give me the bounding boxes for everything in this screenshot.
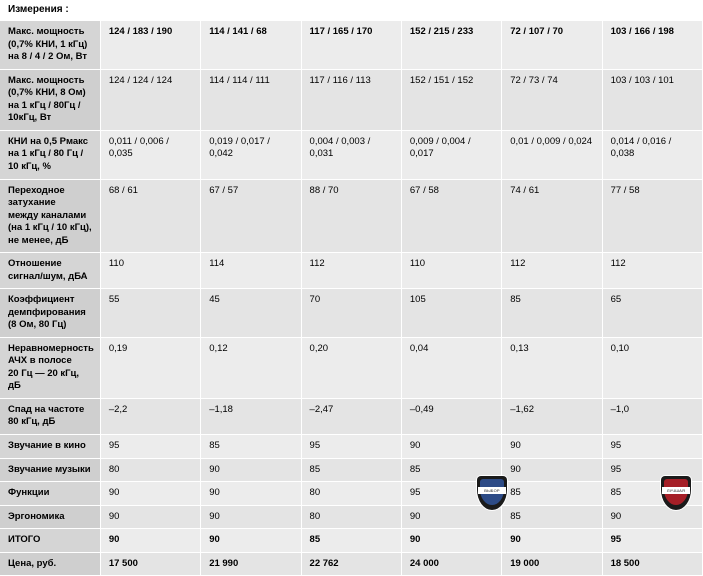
table-cell: 95 [602, 435, 702, 459]
row-label-line: сигнал/шум, дБА [8, 270, 88, 282]
table-row [0, 21, 703, 70]
table-row-total [0, 529, 703, 553]
table-header-row [0, 0, 703, 21]
table-cell: 77 / 58 [602, 179, 702, 253]
row-label: Звучание музыки [0, 458, 100, 482]
table-cell: 95 [301, 435, 401, 459]
table-cell: 90 [201, 529, 301, 553]
row-label [0, 130, 100, 179]
table-cell: 0,004 / 0,003 / 0,031 [301, 130, 401, 179]
table-cell: 90 [401, 529, 501, 553]
table-cell: 0,01 / 0,009 / 0,024 [502, 130, 602, 179]
table-cell: 80 [100, 458, 200, 482]
table-cell: 112 [602, 253, 702, 289]
row-label-line: (0,7% КНИ, 1 кГц) [8, 38, 88, 50]
table-row [0, 69, 703, 130]
table-cell: 90 [100, 482, 200, 506]
table-cell: –1,18 [201, 398, 301, 434]
table-cell: 124 / 183 / 190 [100, 21, 200, 70]
row-label-line: Макс. мощность [8, 26, 85, 38]
table-cell: 0,10 [602, 337, 702, 398]
table-cell: 95 [401, 482, 501, 506]
table-cell: 152 / 215 / 233 [401, 21, 501, 70]
row-label-line: на 8 / 4 / 2 Ом, Вт [8, 51, 88, 63]
row-label [0, 337, 100, 398]
table-cell: 90 [401, 435, 501, 459]
table-cell: 90 [602, 505, 702, 529]
row-label: Звучание в кино [0, 435, 100, 459]
table-cell: 70 [301, 289, 401, 338]
table-cell: 90 [502, 529, 602, 553]
table-row [0, 458, 703, 482]
table-row [0, 398, 703, 434]
table-cell: 67 / 58 [401, 179, 501, 253]
table-cell: 103 / 166 / 198 [602, 21, 702, 70]
row-label-line: Неравномерность [8, 342, 94, 354]
table-cell: 0,009 / 0,004 / 0,017 [401, 130, 501, 179]
page-title: Измерения : [0, 0, 703, 21]
table-row [0, 289, 703, 338]
table-cell: 21 990 [201, 552, 301, 576]
table-cell: 85 [502, 505, 602, 529]
table-cell: 90 [201, 482, 301, 506]
table-cell: 85 [301, 458, 401, 482]
table-cell: 90 [100, 529, 200, 553]
table-cell: 65 [602, 289, 702, 338]
table-cell: 0,014 / 0,016 / 0,038 [602, 130, 702, 179]
table-cell: 124 / 124 / 124 [100, 69, 200, 130]
row-label-line: Переходное затухание [8, 184, 65, 209]
table-cell: 95 [602, 529, 702, 553]
table-cell: 90 [100, 505, 200, 529]
table-row [0, 337, 703, 398]
row-label: Цена, руб. [0, 552, 100, 576]
table-cell: 0,011 / 0,006 / 0,035 [100, 130, 200, 179]
table-cell: 90 [502, 435, 602, 459]
table-cell: 88 / 70 [301, 179, 401, 253]
table-cell: 103 / 103 / 101 [602, 69, 702, 130]
badge-ribbon-label: ВЫБОР [484, 488, 500, 493]
row-label: ИТОГО [0, 529, 100, 553]
row-label-line: КНИ на 0,5 Рмакс [8, 135, 89, 147]
table-cell: 0,13 [502, 337, 602, 398]
table-cell: 114 / 141 / 68 [201, 21, 301, 70]
table-cell: 68 / 61 [100, 179, 200, 253]
badge-ribbon-label: ЛУЧШАЯ [666, 488, 686, 493]
table-cell: –1,0 [602, 398, 702, 434]
row-label-line: (0,7% КНИ, 8 Ом) [8, 87, 86, 99]
table-cell: –2,2 [100, 398, 200, 434]
table-cell: 67 / 57 [201, 179, 301, 253]
table-cell: 85 [301, 529, 401, 553]
table-cell: 22 762 [301, 552, 401, 576]
row-label: Спад на частоте 80 кГц, дБ [0, 398, 100, 434]
table-row-price [0, 552, 703, 576]
table-cell: 90 [401, 505, 501, 529]
table-cell: 19 000 [502, 552, 602, 576]
row-label-line: демпфирования [8, 306, 86, 318]
table-cell: 80 [301, 505, 401, 529]
row-label [0, 69, 100, 130]
table-cell: –1,62 [502, 398, 602, 434]
table-cell: 117 / 116 / 113 [301, 69, 401, 130]
table-cell: 112 [301, 253, 401, 289]
row-label: Функции [0, 482, 100, 506]
table-cell: 95 [602, 458, 702, 482]
table-cell: –0,49 [401, 398, 501, 434]
table-cell: –2,47 [301, 398, 401, 434]
table-cell: 17 500 [100, 552, 200, 576]
table-cell: 85 [201, 435, 301, 459]
table-cell: 90 [502, 458, 602, 482]
table-cell: 24 000 [401, 552, 501, 576]
row-label-line: АЧХ в полосе [8, 355, 72, 367]
table-row [0, 130, 703, 179]
table-cell: 74 / 61 [502, 179, 602, 253]
row-label [0, 253, 100, 289]
row-label-line: (8 Ом, 80 Гц) [8, 319, 67, 331]
table-row [0, 505, 703, 529]
table-cell: 90 [201, 505, 301, 529]
row-label-line: 20 Гц — 20 кГц, дБ [8, 367, 80, 392]
table-row [0, 179, 703, 253]
table-cell: 85 [401, 458, 501, 482]
row-label-line: на 1 кГц / 80Гц / 10кГц, Вт [8, 99, 81, 124]
table-cell: 85 [502, 482, 602, 506]
table-cell: 117 / 165 / 170 [301, 21, 401, 70]
table-cell: 0,20 [301, 337, 401, 398]
table-row [0, 435, 703, 459]
row-label [0, 21, 100, 70]
row-label-line: между каналами [8, 209, 87, 221]
table-cell: 0,04 [401, 337, 501, 398]
badge-ribbon [662, 487, 690, 494]
table-cell: 85 [502, 289, 602, 338]
row-label-line: Макс. мощность [8, 74, 85, 86]
table-cell: 114 [201, 253, 301, 289]
table-cell: 0,12 [201, 337, 301, 398]
table-cell: 0,019 / 0,017 / 0,042 [201, 130, 301, 179]
table-cell: 18 500 [602, 552, 702, 576]
row-label-line: Отношение [8, 258, 62, 270]
table-cell: 112 [502, 253, 602, 289]
row-label-line: не менее, дБ [8, 234, 69, 246]
table-cell: 80 [301, 482, 401, 506]
badge-ribbon [478, 487, 506, 494]
table-cell: 90 [201, 458, 301, 482]
table-cell: 72 / 73 / 74 [502, 69, 602, 130]
table-cell: 85 [602, 482, 702, 506]
table-row [0, 482, 703, 506]
row-label [0, 289, 100, 338]
row-label-line: на 1 кГц / 80 Гц / 10 кГц, % [8, 148, 84, 172]
row-label: Эргономика [0, 505, 100, 529]
table-cell: 72 / 107 / 70 [502, 21, 602, 70]
table-cell: 114 / 114 / 111 [201, 69, 301, 130]
row-label-line: Коэффициент [8, 294, 75, 306]
table-cell: 110 [100, 253, 200, 289]
table-cell: 55 [100, 289, 200, 338]
table-cell: 45 [201, 289, 301, 338]
table-cell: 95 [100, 435, 200, 459]
table-cell: 0,19 [100, 337, 200, 398]
table-row [0, 253, 703, 289]
table-cell: 152 / 151 / 152 [401, 69, 501, 130]
row-label [0, 179, 100, 253]
row-label-line: (на 1 кГц / 10 кГц), [8, 222, 92, 234]
table-cell: 105 [401, 289, 501, 338]
table-cell: 110 [401, 253, 501, 289]
